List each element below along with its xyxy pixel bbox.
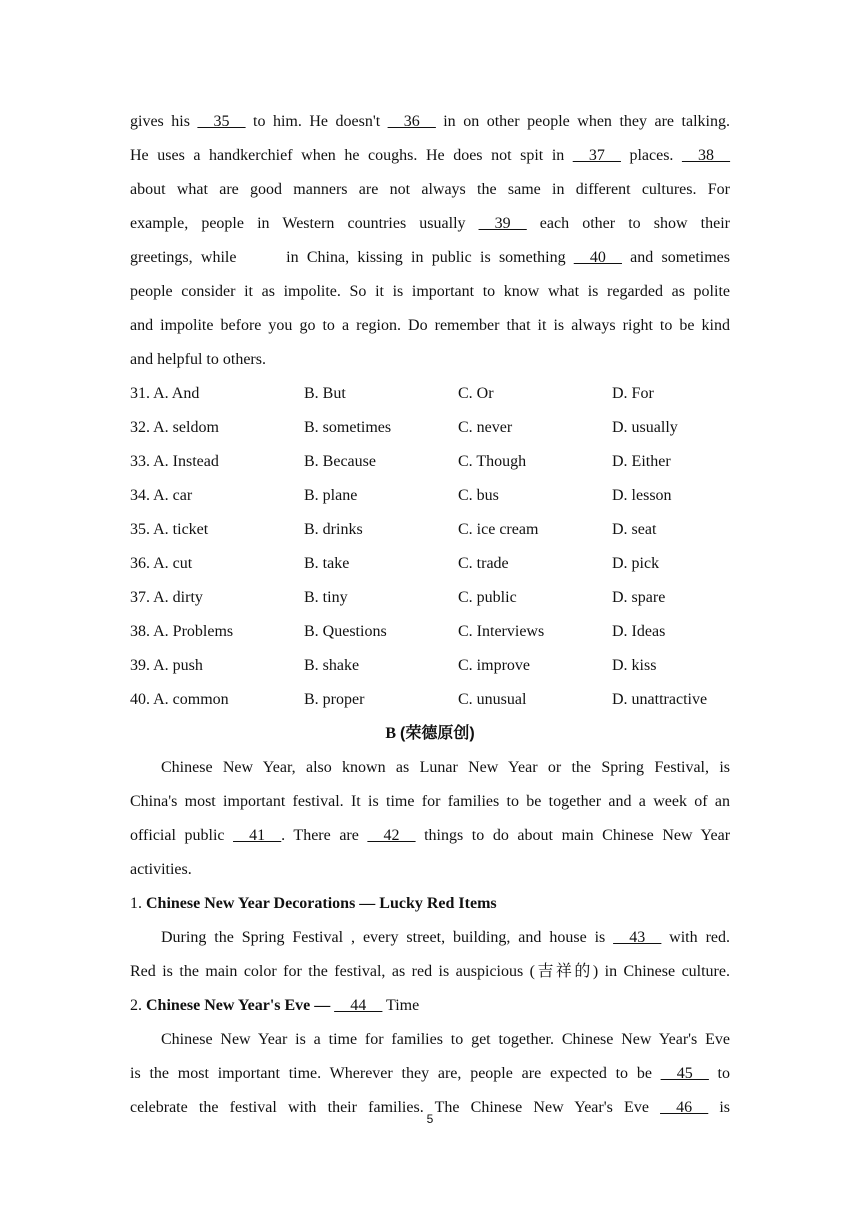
passage-line: During the Spring Festival , every street, building, and house is __43__ with red. <box>161 929 731 946</box>
passage-line: Red is the main color for the festival, as red is auspicious (吉祥的) in Chinese culture. <box>130 963 730 980</box>
passage-line: example, people in Western countries usually __39__ each other to show their <box>130 215 730 232</box>
option-row-36: 36. A. cut B. take C. trade D. pick <box>130 555 660 572</box>
blank-44: __44__ <box>334 997 383 1014</box>
option-row-40: 40. A. common B. proper C. unusual D. unattractive <box>130 691 708 708</box>
option-row-34: 34. A. car B. plane C. bus D. lesson <box>130 487 672 504</box>
blank-35: __35__ <box>197 113 246 130</box>
option-row-32: 32. A. seldom B. sometimes C. never D. usually <box>130 419 678 436</box>
subheading-decorations: 1. Chinese New Year Decorations — Lucky Red Items <box>130 895 497 912</box>
passage-line: activities. <box>130 861 192 878</box>
page-number: 5 <box>426 1112 434 1126</box>
blank-38: __38__ <box>682 147 730 164</box>
passage-line: Chinese New Year is a time for families to get together. Chinese New Year's Eve <box>161 1031 730 1048</box>
options-list <box>130 377 730 717</box>
passage-line: and impolite before you go to a region. Do remember that it is always right to be kind <box>130 317 730 334</box>
blank-42: __42__ <box>367 827 416 844</box>
passage-b <box>130 751 730 1125</box>
passage-line: China's most important festival. It is time for families to be together and a week of an <box>130 793 730 810</box>
blank-37: __37__ <box>572 147 621 164</box>
blank-39: __39__ <box>478 215 527 232</box>
blank-41: __41__ <box>233 827 282 844</box>
passage-line: people consider it as impolite. So it is important to know what is regarded as polite <box>130 283 730 300</box>
option-row-31: 31. A. And B. But C. Or D. For <box>130 385 654 402</box>
subheading-new-years-eve: 2. Chinese New Year's Eve — __44__ Time <box>130 997 420 1014</box>
passage-line: He uses a handkerchief when he coughs. He does not spit in __37__ places. __38__ <box>130 147 730 164</box>
blank-46: __46__ <box>660 1099 709 1116</box>
option-row-39: 39. A. push B. shake C. improve D. kiss <box>130 657 657 674</box>
blank-40: __40__ <box>573 249 622 266</box>
blank-36: __36__ <box>387 113 436 130</box>
passage-line: and helpful to others. <box>130 351 266 368</box>
passage-line: greetings, while in China, kissing in public is something __40__ and sometimes <box>130 249 730 266</box>
document-page <box>130 105 730 1125</box>
passage-line: gives his __35__ to him. He doesn't __36__ in on other people when they are talking. <box>130 113 730 130</box>
passage-a <box>130 105 730 377</box>
passage-line: Chinese New Year, also known as Lunar New Year or the Spring Festival, is <box>161 759 730 776</box>
passage-line: official public __41__. There are __42__ things to do about main Chinese New Year <box>130 827 731 844</box>
option-row-37: 37. A. dirty B. tiny C. public D. spare <box>130 589 666 606</box>
blank-43: __43__ <box>613 929 662 946</box>
passage-line: celebrate the festival with their families. The Chinese New Year's Eve __46__ is <box>130 1099 730 1116</box>
option-row-35: 35. A. ticket B. drinks C. ice cream D. seat <box>130 521 657 538</box>
passage-line: is the most important time. Wherever they are, people are expected to be __45__ to <box>130 1065 730 1082</box>
section-b-title: B (荣德原创) <box>385 725 475 742</box>
blank-45: __45__ <box>660 1065 709 1082</box>
passage-line: about what are good manners are not always the same in different cultures. For <box>130 181 730 198</box>
option-row-38: 38. A. Problems B. Questions C. Interviews D. Ideas <box>130 623 666 640</box>
option-row-33: 33. A. Instead B. Because C. Though D. Either <box>130 453 671 470</box>
